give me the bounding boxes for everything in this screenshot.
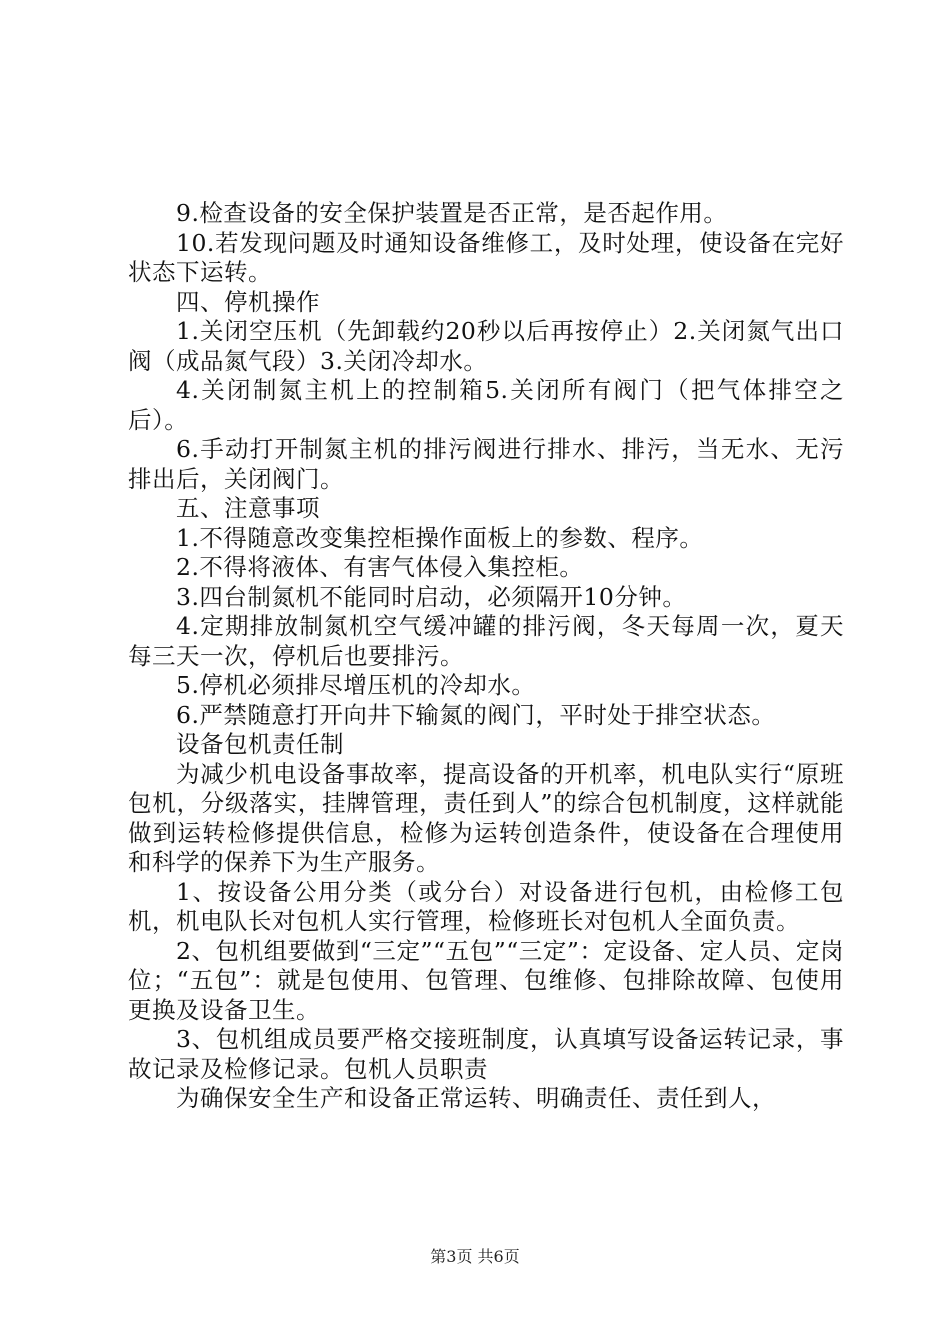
paragraph: 为确保安全生产和设备正常运转、明确责任、责任到人， [176,1084,776,1112]
paragraph: 为减少机电设备事故率，提高设备的开机率，机电队实行“原班包机，分级落实，挂牌管理，责任到人”的综合包机制度，这样就能做到运转检修提供信息，检修为运转创造条件，使设备在合理使用和科学的保养下为生产服务。 [128,759,844,876]
paragraph: 1、按设备公用分类（或分台）对设备进行包机，由检修工包机，机电队长对包机人实行管理，检修班长对包机人全面负责。 [128,877,844,935]
paragraph: 9.检查设备的安全保护装置是否正常，是否起作用。 [176,199,728,227]
paragraph: 2、包机组要做到“三定”“五包”“三定”：定设备、定人员、定岗位；“五包”：就是包使用、包管理、包维修、包排除故障、包使用更换及设备卫生。 [128,936,844,1024]
paragraph: 1.不得随意改变集控柜操作面板上的参数、程序。 [176,523,704,552]
paragraph: 4.定期排放制氮机空气缓冲罐的排污阀，冬天每周一次，夏天每三天一次，停机后也要排污。 [128,612,844,670]
paragraph: 4.关闭制氮主机上的控制箱5.关闭所有阀门（把气体排空之后）。 [128,376,844,434]
page-number-footer: 第3页 共6页 [430,1247,520,1266]
paragraph: 10.若发现问题及时通知设备维修工，及时处理，使设备在完好状态下运转。 [128,228,844,286]
section-heading: 四、停机操作 [176,287,320,316]
document-body [128,199,844,1114]
paragraph: 5.停机必须排尽增压机的冷却水。 [176,671,536,699]
section-heading: 设备包机责任制 [176,730,344,758]
paragraph: 1.关闭空压机（先卸载约20秒以后再按停止）2.关闭氮气出口阀（成品氮气段）3.关闭冷却水。 [128,317,844,375]
section-heading: 五、注意事项 [176,494,320,522]
paragraph: 6.手动打开制氮主机的排污阀进行排水、排污，当无水、无污排出后，关闭阀门。 [128,435,844,493]
paragraph: 2.不得将液体、有害气体侵入集控柜。 [176,553,584,581]
paragraph: 3.四台制氮机不能同时启动，必须隔开10分钟。 [176,582,687,611]
paragraph: 3、包机组成员要严格交接班制度，认真填写设备运转记录，事故记录及检修记录。包机人员职责 [128,1025,844,1083]
paragraph: 6.严禁随意打开向井下输氮的阀门，平时处于排空状态。 [176,700,776,729]
